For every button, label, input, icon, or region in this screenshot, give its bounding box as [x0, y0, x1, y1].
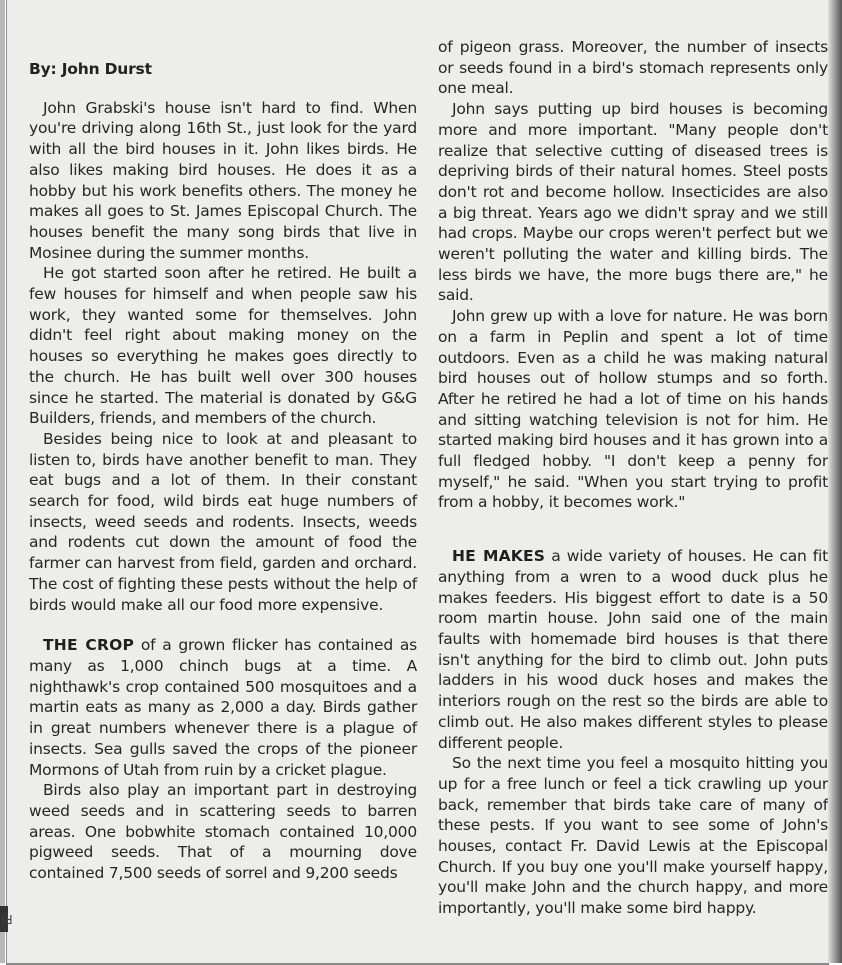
newspaper-clipping: [6, 0, 829, 965]
byline: By: John Durst: [29, 60, 152, 78]
intro-paragraph: John Grabski's house isn't hard to find. When you're driving along 16th St., just look for the yard with all the bird houses in it. John likes birds. He also likes making bird houses. He does it as a hobby but his work benefits others. The money he makes all goes to St. James Episcopal Church. The houses benefit the many song birds that live in Mosinee during the summer months.: [29, 98, 417, 262]
continued-paragraph: of pigeon grass. Moreover, the number of insects or seeds found in a bird's stomach represents only one meal.: [438, 38, 828, 98]
page-edge-right: [828, 0, 842, 963]
page-edge-left: [0, 0, 5, 963]
makes-lead: HE MAKES: [452, 547, 546, 566]
section-gap-right: [438, 513, 828, 546]
closing-paragraph: So the next time you feel a mosquito hitting you up for a free lunch or feel a tick crawling up your back, remember that birds take care of many of these pests. If you want to see some of John's houses, contact Fr. David Lewis at the Episcopal Church. If you buy one you'll make yourself happy, you'll make John and the church happy, and more importantly, you'll make some bird happy.: [438, 754, 828, 918]
edge-fragment-text: Ri: [1, 912, 13, 926]
right-column: [438, 0, 828, 919]
crop-lead: THE CROP: [43, 636, 135, 655]
nature-paragraph: John grew up with a love for nature. He was born on a farm in Peplin and spent a lot of time outdoors. Even as a child he was making natural bird houses out of hollow stumps and so forth. After he retired he had a lot of time on his hands and sitting watching television is not for him. He started making bird houses and it has grown into a full fledged hobby. "I don't keep a penny for myself," he said. "When you start trying to profit from a hobby, it becomes work.": [438, 307, 828, 512]
benefits-paragraph: Besides being nice to look at and pleasant to listen to, birds have another benefit to man. They eat bugs and a lot of them. In their constant search for food, wild birds eat huge numbers of insects, weed seeds and rodents. Insects, weeds and rodents cut down the amount of food the farmer can harvest from field, garden and orchard. The cost of fighting these pests without the help of birds would make all our food more expensive.: [29, 429, 417, 614]
left-column: [29, 0, 417, 884]
makes-paragraph: [438, 546, 828, 753]
crop-paragraph: [29, 635, 417, 780]
importance-paragraph: John says putting up bird houses is becoming more and more important. "Many people don't realize that selective cutting of diseased trees is depriving birds of their natural homes. Steel posts don't rot and become hollow. Insecticides are also a big threat. Years ago we didn't spray and we still had crops. Maybe our crops weren't perfect but we weren't polluting the water and killing birds. The less birds we have, the more bugs there are," he said.: [438, 100, 828, 305]
seeds-paragraph: Birds also play an important part in destroying weed seeds and in scattering seeds to barren areas. One bobwhite stomach contained 10,000 pigweed seeds. That of a mourning dove contained 7,500 seeds of sorrel and 9,200 seeds: [29, 781, 417, 883]
started-paragraph: He got started soon after he retired. He built a few houses for himself and when people saw his work, they wanted some for themselves. John didn't feel right about making money on the houses so everything he makes goes directly to the church. He has built well over 300 houses since he started. The material is donated by G&G Builders, friends, and members of the church.: [29, 264, 417, 428]
crop-text: of a grown flicker has contained as many as 1,000 chinch bugs at a time. A nighthawk's crop contained 500 mosquitoes and a martin eats as many as 2,000 a day. Birds gather in great numbers whenever there is a plague of insects. Sea gulls saved the crops of the pioneer Mormons of Utah from ruin by a cricket plague.: [29, 636, 417, 779]
section-gap: [29, 615, 417, 635]
makes-text: a wide variety of houses. He can fit anything from a wren to a wood duck plus he makes feeders. His biggest effort to date is a 50 room martin house. John said one of the main faults with homemade bird houses is that there isn't anything for the bird to climb out. John puts ladders in his wood duck hoses and makes the interiors rough on the rest so the birds are able to climb out. He also makes different styles to please different people.: [438, 547, 828, 752]
